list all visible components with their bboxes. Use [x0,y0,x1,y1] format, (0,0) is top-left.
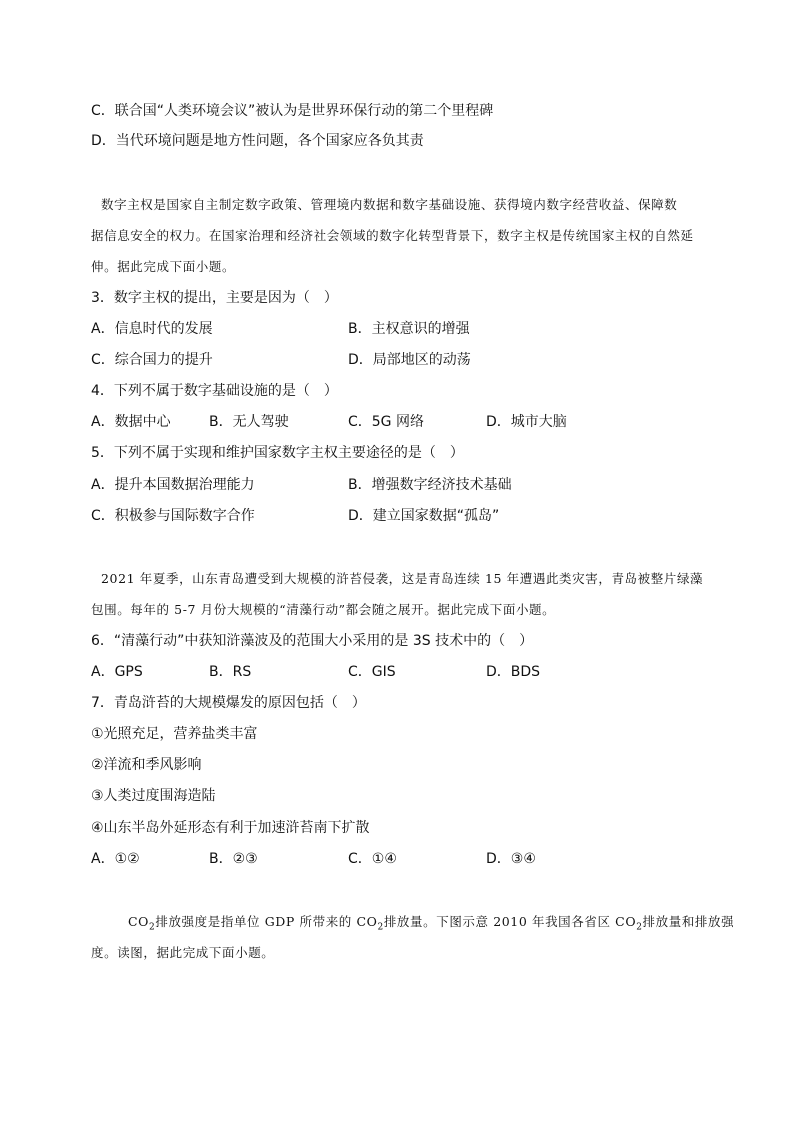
passage1-line1: 数字主权是国家自主制定数字政策、管理境内数据和数字基础设施、获得境内数字经营收益、保障数 [101,197,678,212]
q5-option-a: A．提升本国数据治理能力 [91,477,255,493]
q6-stem: 6．“清藻行动”中获知浒藻波及的范围大小采用的是 3S 技术中的（ ） [91,633,534,649]
q7-item-2: ②洋流和季风影响 [91,757,202,773]
co2-subscript: 2 [377,922,384,933]
q6-option-d: D．BDS [486,664,541,680]
passage3-line2: 度。读图，据此完成下面小题。 [91,945,275,960]
q3-option-b: B．主权意识的增强 [348,321,470,337]
q7-option-b: B．②③ [209,851,258,867]
passage3-line1 [128,912,734,938]
q6-option-b: B．RS [209,664,252,680]
passage3-seg3: 排放量和排放强 [642,914,735,929]
passage2-line1: 2021 年夏季，山东青岛遭受到大规模的浒苔侵袭，这是青岛连续 15 年遭遇此类灾害，青岛被整片绿藻 [101,571,704,586]
passage3-seg1: 排放强度是指单位 GDP 所带来的 CO [155,914,378,929]
prev-option-c: C．联合国“人类环境会议”被认为是世界环保行动的第二个里程碑 [91,103,494,119]
q6-option-a: A．GPS [91,664,143,680]
passage3-seg2: 排放量。下图示意 2010 年我国各省区 CO [383,914,637,929]
q4-option-d: D．城市大脑 [486,414,567,430]
q5-stem: 5．下列不属于实现和维护国家数字主权主要途径的是（ ） [91,445,464,461]
co2-subscript: 2 [149,922,156,933]
q3-option-d: D．局部地区的动荡 [348,352,471,368]
q4-stem: 4．下列不属于数字基础设施的是（ ） [91,383,338,399]
passage2-line2: 包围。每年的 5-7 月份大规模的“清藻行动”都会随之展开。据此完成下面小题。 [91,602,556,617]
q5-option-d: D．建立国家数据“孤岛” [348,508,500,524]
q4-option-c: C．5G 网络 [348,414,424,430]
q5-option-b: B．增强数字经济技术基础 [348,477,512,493]
q7-stem: 7．青岛浒苔的大规模爆发的原因包括（ ） [91,695,366,711]
q7-item-3: ③人类过度围海造陆 [91,788,216,804]
passage1-line2: 据信息安全的权力。在国家治理和经济社会领域的数字化转型背景下，数字主权是传统国家主权的自然延 [91,228,694,243]
prev-option-d: D．当代环境问题是地方性问题，各个国家应各负其责 [91,133,424,149]
q3-option-c: C．综合国力的提升 [91,352,213,368]
q3-option-a: A．信息时代的发展 [91,321,213,337]
q7-option-d: D．③④ [486,851,536,867]
q6-option-c: C．GIS [348,664,396,680]
q7-item-1: ①光照充足，营养盐类丰富 [91,726,258,742]
q4-option-a: A．数据中心 [91,414,171,430]
q7-option-a: A．①② [91,851,140,867]
co2-subscript: 2 [636,922,643,933]
passage1-line3: 伸。据此完成下面小题。 [91,259,236,274]
q7-option-c: C．①④ [348,851,397,867]
q4-option-b: B．无人驾驶 [209,414,289,430]
q7-item-4: ④山东半岛外延形态有利于加速浒苔南下扩散 [91,820,370,836]
q5-option-c: C．积极参与国际数字合作 [91,508,255,524]
q3-stem: 3．数字主权的提出，主要是因为（ ） [91,290,338,306]
co2-label: CO [128,914,150,929]
